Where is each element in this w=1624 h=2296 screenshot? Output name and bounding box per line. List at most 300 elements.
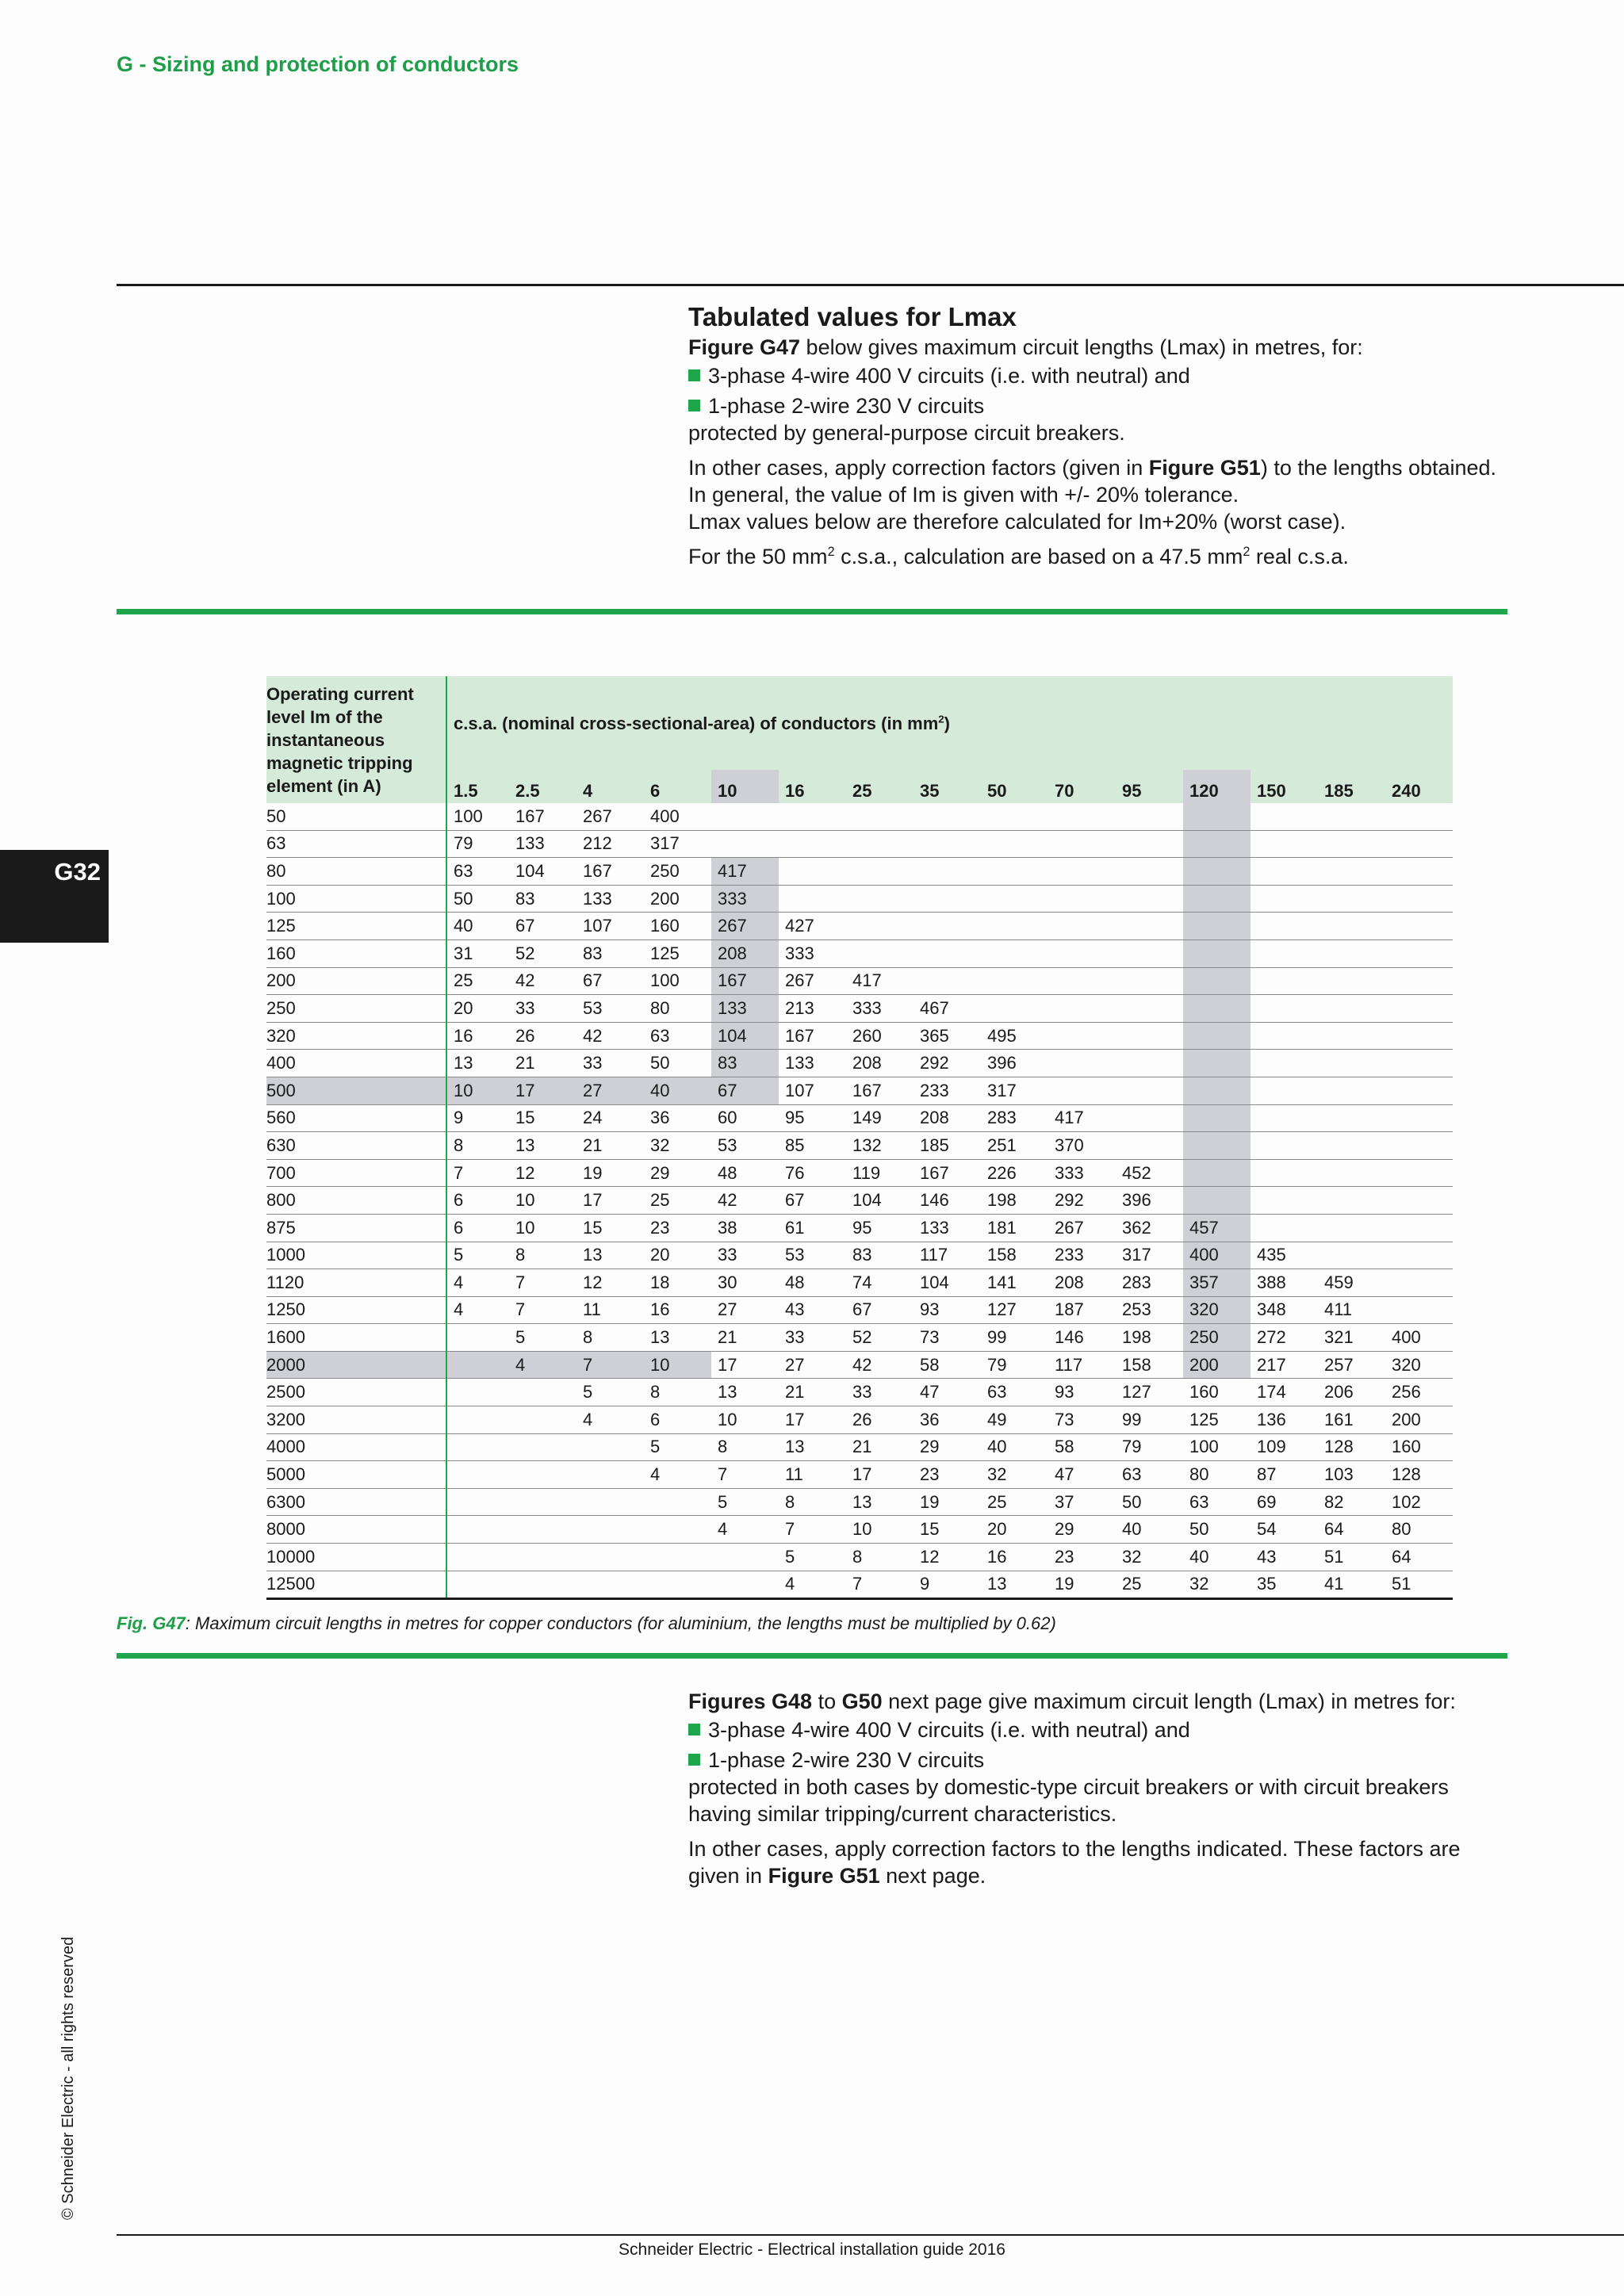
lmax-cell: 167: [711, 967, 779, 995]
lmax-cell: 5: [509, 1324, 576, 1352]
lmax-cell: 67: [509, 913, 576, 940]
lmax-cell: [1116, 1132, 1183, 1160]
operating-current-cell: 3200: [266, 1406, 446, 1434]
column-header: 35: [914, 770, 981, 803]
lmax-cell: 109: [1251, 1433, 1318, 1461]
lmax-cell: 459: [1318, 1269, 1385, 1297]
lmax-cell: [1385, 913, 1453, 940]
lmax-cell: 54: [1251, 1516, 1318, 1544]
lmax-cell: 21: [576, 1132, 644, 1160]
lmax-cell: [1048, 913, 1116, 940]
table-row: [266, 1242, 1453, 1269]
lmax-cell: 50: [1116, 1488, 1183, 1516]
lmax-cell: 233: [1048, 1242, 1116, 1269]
lmax-cell: [1251, 913, 1318, 940]
lmax-cell: 5: [711, 1488, 779, 1516]
lmax-cell: 495: [981, 1022, 1048, 1050]
lmax-cell: 93: [914, 1296, 981, 1324]
lmax-cell: 7: [711, 1461, 779, 1489]
lmax-cell: 208: [846, 1050, 914, 1077]
lmax-cell: 400: [1183, 1242, 1251, 1269]
operating-current-cell: 1250: [266, 1296, 446, 1324]
lmax-cell: [1318, 803, 1385, 830]
lmax-cell: [1183, 1132, 1251, 1160]
lmax-cell: [1318, 1214, 1385, 1242]
table-body: [266, 803, 1453, 1599]
operating-current-cell: 6300: [266, 1488, 446, 1516]
lmax-cell: [1183, 913, 1251, 940]
outro-bullet2: 1-phase 2-wire 230 V circuits: [688, 1747, 1461, 1774]
lmax-cell: 61: [779, 1214, 846, 1242]
lmax-cell: 283: [981, 1104, 1048, 1132]
lmax-cell: 50: [644, 1050, 711, 1077]
lmax-cell: 4: [446, 1269, 509, 1297]
lmax-cell: 24: [576, 1104, 644, 1132]
lmax-cell: [644, 1544, 711, 1571]
lmax-cell: [1385, 939, 1453, 967]
lmax-cell: [1251, 939, 1318, 967]
lmax-cell: [1251, 830, 1318, 858]
lmax-cell: 133: [711, 995, 779, 1023]
lmax-cell: [509, 1461, 576, 1489]
lmax-cell: 29: [1048, 1516, 1116, 1544]
lmax-cell: [1116, 803, 1183, 830]
table-row: [266, 1077, 1453, 1104]
lmax-cell: [1318, 967, 1385, 995]
lmax-cell: 132: [846, 1132, 914, 1160]
lmax-cell: [1385, 1159, 1453, 1187]
lmax-cell: 133: [779, 1050, 846, 1077]
lmax-cell: 10: [711, 1406, 779, 1434]
lmax-cell: 160: [1385, 1433, 1453, 1461]
lmax-cell: [1183, 1050, 1251, 1077]
lmax-cell: [1318, 885, 1385, 913]
lmax-cell: 83: [509, 885, 576, 913]
lmax-cell: [446, 1461, 509, 1489]
operating-current-cell: 2000: [266, 1351, 446, 1379]
lmax-cell: 80: [1183, 1461, 1251, 1489]
lmax-cell: 127: [981, 1296, 1048, 1324]
operating-current-cell: 12500: [266, 1571, 446, 1599]
lmax-cell: 13: [509, 1132, 576, 1160]
lmax-cell: 292: [1048, 1187, 1116, 1215]
column-header: 150: [1251, 770, 1318, 803]
section-title: Tabulated values for Lmax: [688, 302, 1017, 331]
lmax-cell: 272: [1251, 1324, 1318, 1352]
lmax-cell: [1183, 939, 1251, 967]
lmax-cell: 16: [981, 1544, 1048, 1571]
lmax-cell: 181: [981, 1214, 1048, 1242]
lmax-cell: 13: [576, 1242, 644, 1269]
lmax-cell: [1318, 995, 1385, 1023]
lmax-cell: [914, 830, 981, 858]
lmax-cell: [1251, 1050, 1318, 1077]
lmax-cell: 50: [446, 885, 509, 913]
lmax-cell: [846, 830, 914, 858]
lmax-cell: 4: [711, 1516, 779, 1544]
lmax-cell: 95: [846, 1214, 914, 1242]
lmax-cell: 103: [1318, 1461, 1385, 1489]
table-row: [266, 1488, 1453, 1516]
lmax-cell: 317: [981, 1077, 1048, 1104]
lmax-cell: 206: [1318, 1379, 1385, 1406]
lmax-cell: 63: [644, 1022, 711, 1050]
lmax-cell: 213: [779, 995, 846, 1023]
lmax-cell: [509, 1488, 576, 1516]
column-header: 70: [1048, 770, 1116, 803]
lmax-cell: [1048, 995, 1116, 1023]
copyright: © Schneider Electric - all rights reserved: [59, 1936, 77, 2220]
lmax-cell: 208: [711, 939, 779, 967]
lmax-cell: 8: [846, 1544, 914, 1571]
lmax-cell: [446, 1544, 509, 1571]
lmax-cell: [914, 939, 981, 967]
lmax-cell: 161: [1318, 1406, 1385, 1434]
lmax-cell: 10: [509, 1187, 576, 1215]
lmax-cell: 19: [914, 1488, 981, 1516]
lmax-cell: [1183, 885, 1251, 913]
lmax-cell: 20: [981, 1516, 1048, 1544]
lmax-cell: 317: [1116, 1242, 1183, 1269]
lmax-cell: [1251, 1104, 1318, 1132]
lmax-cell: [1318, 913, 1385, 940]
table-row: [266, 1516, 1453, 1544]
lmax-cell: [1116, 939, 1183, 967]
lmax-cell: 7: [509, 1269, 576, 1297]
lmax-cell: 267: [711, 913, 779, 940]
lmax-cell: 208: [1048, 1269, 1116, 1297]
lmax-cell: 40: [1183, 1544, 1251, 1571]
lmax-cell: [1251, 1187, 1318, 1215]
table-row: [266, 1269, 1453, 1297]
operating-current-cell: 320: [266, 1022, 446, 1050]
lmax-cell: 26: [509, 1022, 576, 1050]
lmax-cell: [1385, 995, 1453, 1023]
lmax-cell: [509, 1544, 576, 1571]
operating-current-cell: 250: [266, 995, 446, 1023]
table-row: [266, 803, 1453, 830]
lmax-cell: [1183, 1159, 1251, 1187]
top-rule: [117, 284, 1624, 286]
lmax-cell: 267: [1048, 1214, 1116, 1242]
bullet-square-icon: [688, 400, 700, 411]
lmax-cell: [711, 1544, 779, 1571]
lmax-cell: 7: [576, 1351, 644, 1379]
lmax-cell: 200: [644, 885, 711, 913]
lmax-cell: 23: [914, 1461, 981, 1489]
lmax-cell: 256: [1385, 1379, 1453, 1406]
lmax-cell: 133: [914, 1214, 981, 1242]
lmax-cell: 400: [1385, 1324, 1453, 1352]
lmax-cell: 23: [1048, 1544, 1116, 1571]
lmax-cell: [1183, 830, 1251, 858]
lmax-cell: [1116, 1022, 1183, 1050]
bullet-square-icon: [688, 1724, 700, 1735]
lmax-cell: [446, 1351, 509, 1379]
lmax-cell: 467: [914, 995, 981, 1023]
lmax-cell: 136: [1251, 1406, 1318, 1434]
lmax-cell: [1385, 1104, 1453, 1132]
operating-current-cell: 10000: [266, 1544, 446, 1571]
lmax-cell: 69: [1251, 1488, 1318, 1516]
operating-current-cell: 560: [266, 1104, 446, 1132]
lmax-cell: [1183, 803, 1251, 830]
table-row: [266, 1132, 1453, 1160]
lmax-cell: 8: [509, 1242, 576, 1269]
lmax-cell: 10: [644, 1351, 711, 1379]
operating-current-cell: 800: [266, 1187, 446, 1215]
lmax-cell: [1251, 1214, 1318, 1242]
lmax-cell: 36: [644, 1104, 711, 1132]
lmax-cell: 85: [779, 1132, 846, 1160]
lmax-cell: [1251, 1077, 1318, 1104]
lmax-cell: [1048, 885, 1116, 913]
lmax-cell: 141: [981, 1269, 1048, 1297]
lmax-cell: 49: [981, 1406, 1048, 1434]
lmax-cell: 15: [576, 1214, 644, 1242]
table-row: [266, 1324, 1453, 1352]
intro-para3: For the 50 $mm^2$ c.s.a., calculation are based on a 47.5 $mm^2$ real c.s.a.: [688, 545, 1349, 568]
lmax-cell: [509, 1406, 576, 1434]
table-row: [266, 1187, 1453, 1215]
table-row: [266, 1571, 1453, 1599]
lmax-cell: [1183, 1077, 1251, 1104]
outro-line3: having similar tripping/current characteristics.: [688, 1802, 1117, 1826]
lmax-cell: 185: [914, 1132, 981, 1160]
page-tab: G32: [0, 850, 109, 943]
lmax-cell: 292: [914, 1050, 981, 1077]
lmax-cell: 21: [711, 1324, 779, 1352]
lmax-cell: 12: [914, 1544, 981, 1571]
lmax-cell: [1318, 1159, 1385, 1187]
operating-current-cell: 8000: [266, 1516, 446, 1544]
lmax-cell: 6: [644, 1406, 711, 1434]
lmax-cell: [711, 803, 779, 830]
lmax-cell: 102: [1385, 1488, 1453, 1516]
lmax-cell: [1116, 858, 1183, 886]
lmax-cell: [576, 1571, 644, 1599]
footer: Schneider Electric - Electrical installation guide 2016: [619, 2241, 1005, 2259]
lmax-cell: 6: [446, 1187, 509, 1215]
outro-line1: Figures G48 to G50 next page give maximum circuit length (Lmax) in metres for:: [688, 1689, 1456, 1713]
green-rule-upper: [117, 609, 1507, 614]
lmax-cell: [1116, 913, 1183, 940]
lmax-cell: 9: [914, 1571, 981, 1599]
lmax-cell: 107: [576, 913, 644, 940]
operating-current-cell: 500: [266, 1077, 446, 1104]
outro-para2-line2: given in Figure G51 next page.: [688, 1864, 986, 1888]
lmax-cell: 36: [914, 1406, 981, 1434]
lmax-cell: 47: [914, 1379, 981, 1406]
lmax-cell: 20: [446, 995, 509, 1023]
lmax-cell: [981, 803, 1048, 830]
lmax-cell: 21: [846, 1433, 914, 1461]
operating-current-cell: 1000: [266, 1242, 446, 1269]
lmax-cell: 52: [846, 1324, 914, 1352]
lmax-cell: 15: [914, 1516, 981, 1544]
lmax-cell: [509, 1433, 576, 1461]
lmax-cell: 13: [711, 1379, 779, 1406]
lmax-cell: [914, 858, 981, 886]
operating-current-cell: 125: [266, 913, 446, 940]
intro-line1: Figure G47 below gives maximum circuit lengths (Lmax) in metres, for:: [688, 335, 1363, 359]
lmax-cell: [1116, 885, 1183, 913]
lmax-cell: 146: [914, 1187, 981, 1215]
lmax-cell: 33: [576, 1050, 644, 1077]
lmax-cell: [1318, 1132, 1385, 1160]
lmax-cell: 362: [1116, 1214, 1183, 1242]
lmax-cell: 400: [644, 803, 711, 830]
lmax-cell: 198: [1116, 1324, 1183, 1352]
lmax-cell: 104: [846, 1187, 914, 1215]
operating-current-cell: 200: [266, 967, 446, 995]
lmax-cell: [914, 913, 981, 940]
lmax-cell: 67: [846, 1296, 914, 1324]
column-header: 16: [779, 770, 846, 803]
lmax-cell: 60: [711, 1104, 779, 1132]
lmax-cell: 158: [981, 1242, 1048, 1269]
lmax-cell: [1251, 803, 1318, 830]
lmax-cell: [644, 1516, 711, 1544]
lmax-cell: 10: [509, 1214, 576, 1242]
table-row: [266, 913, 1453, 940]
lmax-cell: 32: [981, 1461, 1048, 1489]
intro-para2-line3: Lmax values below are therefore calculated for Im+20% (worst case).: [688, 510, 1346, 534]
lmax-cell: [981, 939, 1048, 967]
lmax-cell: [1183, 858, 1251, 886]
lmax-cell: 16: [446, 1022, 509, 1050]
operating-current-cell: 630: [266, 1132, 446, 1160]
lmax-cell: 104: [914, 1269, 981, 1297]
lmax-cell: 43: [1251, 1544, 1318, 1571]
intro-bullet1: 3-phase 4-wire 400 V circuits (i.e. with neutral) and: [688, 362, 1496, 389]
lmax-cell: 29: [644, 1159, 711, 1187]
lmax-cell: [711, 830, 779, 858]
lmax-cell: 42: [576, 1022, 644, 1050]
figure-caption: Fig. G47: Maximum circuit lengths in metres for copper conductors (for aluminium, the lengths must be multiplied by 0.62): [117, 1613, 1056, 1633]
lmax-cell: 73: [1048, 1406, 1116, 1434]
lmax-cell: 452: [1116, 1159, 1183, 1187]
lmax-cell: [644, 1488, 711, 1516]
lmax-cell: 48: [711, 1159, 779, 1187]
lmax-cell: 320: [1183, 1296, 1251, 1324]
lmax-cell: 411: [1318, 1296, 1385, 1324]
lmax-cell: 63: [981, 1379, 1048, 1406]
lmax-cell: [1385, 1269, 1453, 1297]
lmax-cell: 11: [779, 1461, 846, 1489]
lmax-cell: [914, 967, 981, 995]
lmax-cell: 125: [644, 939, 711, 967]
lmax-cell: 396: [1116, 1187, 1183, 1215]
lmax-cell: [1116, 1050, 1183, 1077]
lmax-cell: 167: [779, 1022, 846, 1050]
lmax-cell: 64: [1385, 1544, 1453, 1571]
table-row: [266, 1022, 1453, 1050]
lmax-cell: 35: [1251, 1571, 1318, 1599]
lmax-cell: [1385, 885, 1453, 913]
lmax-cell: [1048, 939, 1116, 967]
lmax-cell: 30: [711, 1269, 779, 1297]
lmax-cell: 51: [1318, 1544, 1385, 1571]
lmax-cell: [779, 858, 846, 886]
lmax-cell: [446, 1406, 509, 1434]
lmax-cell: 4: [779, 1571, 846, 1599]
lmax-cell: 200: [1385, 1406, 1453, 1434]
lmax-cell: [1385, 1187, 1453, 1215]
lmax-cell: [1048, 803, 1116, 830]
lmax-cell: 212: [576, 830, 644, 858]
lmax-cell: [1183, 1104, 1251, 1132]
lmax-cell: 73: [914, 1324, 981, 1352]
lmax-cell: 167: [576, 858, 644, 886]
lmax-cell: [846, 858, 914, 886]
lmax-cell: 40: [446, 913, 509, 940]
lmax-cell: 16: [644, 1296, 711, 1324]
lmax-cell: 10: [446, 1077, 509, 1104]
table-row: [266, 1433, 1453, 1461]
intro-para2-line2: In general, the value of Im is given with +/- 20% tolerance.: [688, 483, 1239, 507]
column-header: 95: [1116, 770, 1183, 803]
lmax-cell: [1385, 1077, 1453, 1104]
lmax-cell: 160: [644, 913, 711, 940]
lmax-cell: 320: [1385, 1351, 1453, 1379]
table-row: [266, 1406, 1453, 1434]
lmax-cell: 8: [644, 1379, 711, 1406]
lmax-cell: 133: [576, 885, 644, 913]
operating-current-cell: 100: [266, 885, 446, 913]
lmax-cell: 317: [644, 830, 711, 858]
lmax-cell: [981, 995, 1048, 1023]
lmax-cell: 119: [846, 1159, 914, 1187]
lmax-cell: [1116, 995, 1183, 1023]
lmax-cell: 17: [576, 1187, 644, 1215]
lmax-cell: 365: [914, 1022, 981, 1050]
lmax-cell: 233: [914, 1077, 981, 1104]
lmax-cell: [1251, 1159, 1318, 1187]
lmax-cell: [576, 1433, 644, 1461]
lmax-cell: 23: [644, 1214, 711, 1242]
lmax-cell: 117: [1048, 1351, 1116, 1379]
lmax-cell: [1048, 1077, 1116, 1104]
table-row: [266, 995, 1453, 1023]
lmax-cell: 7: [779, 1516, 846, 1544]
lmax-cell: [1116, 830, 1183, 858]
lmax-cell: 25: [1116, 1571, 1183, 1599]
table-row: [266, 1159, 1453, 1187]
lmax-cell: 435: [1251, 1242, 1318, 1269]
column-header: 50: [981, 770, 1048, 803]
lmax-cell: [1048, 830, 1116, 858]
outro-bullet1: 3-phase 4-wire 400 V circuits (i.e. with neutral) and: [688, 1716, 1461, 1743]
lmax-cell: 167: [914, 1159, 981, 1187]
table-row: [266, 1050, 1453, 1077]
lmax-cell: 18: [644, 1269, 711, 1297]
lmax-cell: 107: [779, 1077, 846, 1104]
lmax-cell: [446, 1433, 509, 1461]
lmax-cell: [1116, 967, 1183, 995]
lmax-cell: 76: [779, 1159, 846, 1187]
lmax-cell: [711, 1571, 779, 1599]
lmax-cell: [576, 1544, 644, 1571]
lmax-cell: [576, 1516, 644, 1544]
lmax-cell: 47: [1048, 1461, 1116, 1489]
table-row: [266, 1351, 1453, 1379]
column-header: 240: [1385, 770, 1453, 803]
lmax-cell: 95: [779, 1104, 846, 1132]
lmax-cell: [1116, 1077, 1183, 1104]
lmax-cell: [446, 1488, 509, 1516]
lmax-cell: 133: [509, 830, 576, 858]
